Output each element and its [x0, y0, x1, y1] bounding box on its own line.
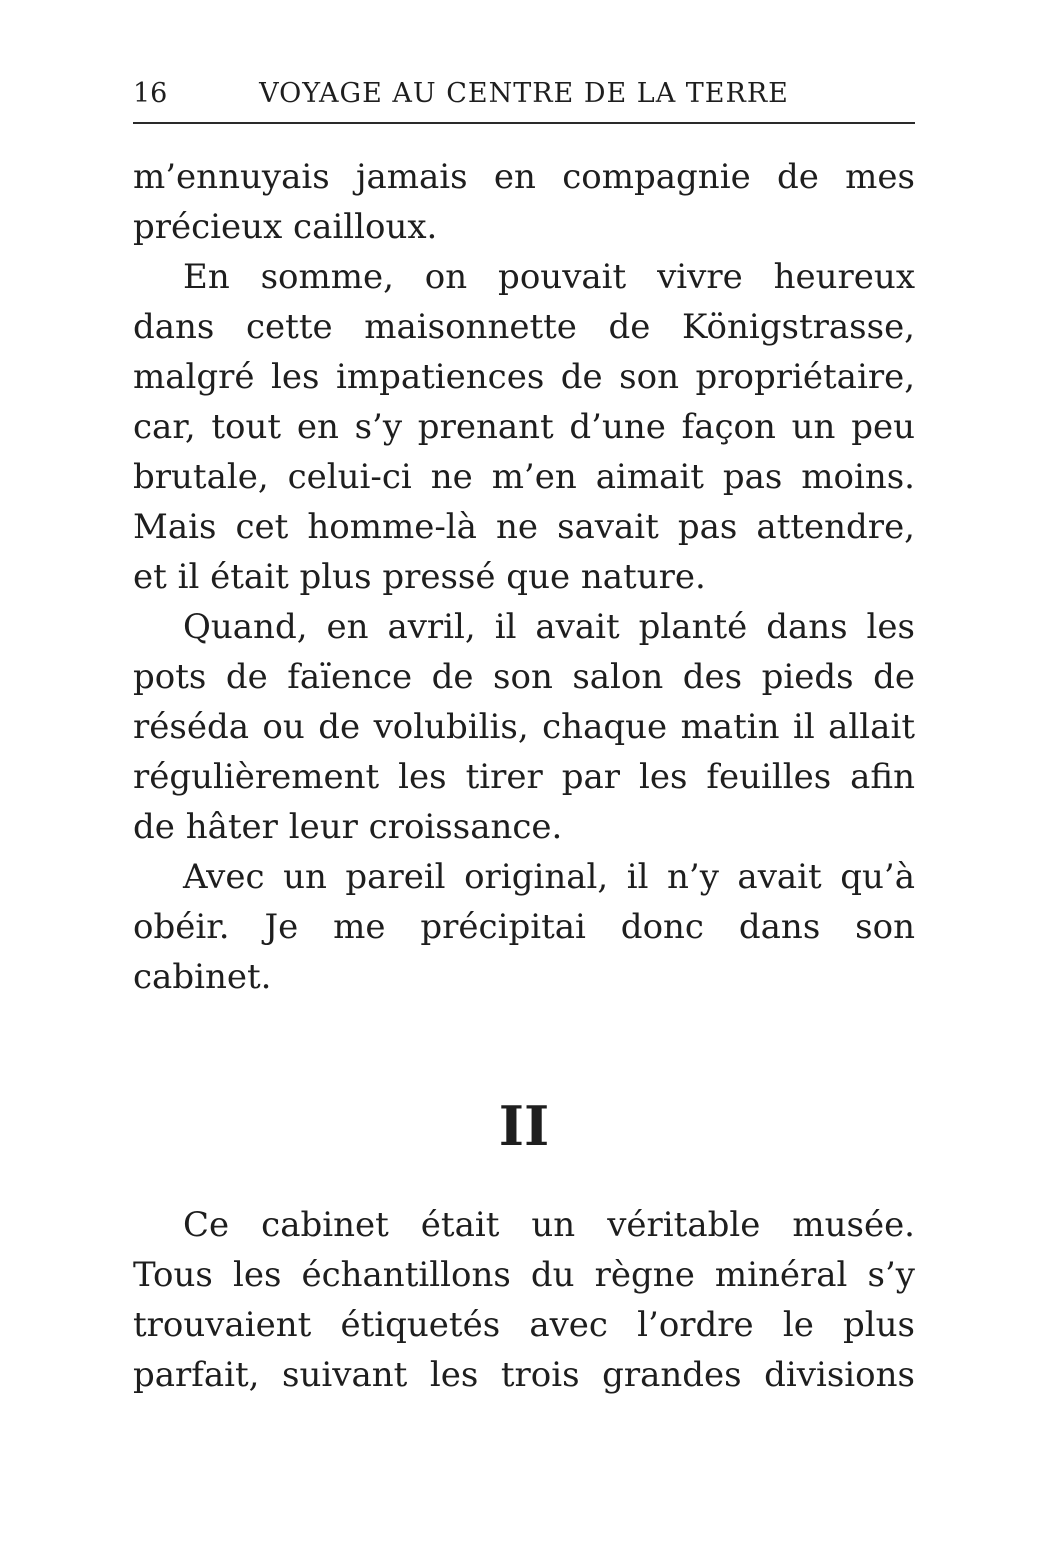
text-line: malgré les impatiences de son propriétaire,: [133, 357, 915, 397]
text-line: Ce cabinet était un véritable musée.: [183, 1205, 915, 1245]
text-line: trouvaient étiquetés avec l’ordre le plus: [133, 1305, 915, 1345]
text-line: obéir. Je me précipitai donc dans son: [133, 907, 915, 947]
page-header: [133, 78, 915, 110]
page-number: 16: [133, 78, 168, 109]
text-line: pots de faïence de son salon des pieds de: [133, 657, 915, 697]
running-title: VOYAGE AU CENTRE DE LA TERRE: [259, 78, 789, 109]
text-line: Tous les échantillons du règne minéral s’y: [133, 1255, 915, 1295]
text-line: réséda ou de volubilis, chaque matin il allait: [133, 707, 915, 747]
text-line: car, tout en s’y prenant d’une façon un peu: [133, 407, 915, 447]
body-text-before-heading: [133, 152, 915, 1002]
chapter-heading: II: [498, 1094, 550, 1158]
text-line: et il était plus pressé que nature.: [133, 557, 706, 597]
body-text-after-heading: [133, 1200, 915, 1400]
text-line: Quand, en avril, il avait planté dans les: [183, 607, 915, 647]
text-line: parfait, suivant les trois grandes divisions: [133, 1355, 915, 1395]
text-line: m’ennuyais jamais en compagnie de mes: [133, 157, 915, 197]
text-line: de hâter leur croissance.: [133, 807, 563, 847]
text-line: précieux cailloux.: [133, 207, 438, 247]
text-line: régulièrement les tirer par les feuilles afin: [133, 757, 915, 797]
text-line: dans cette maisonnette de Königstrasse,: [133, 307, 915, 347]
text-line: Avec un pareil original, il n’y avait qu’à: [183, 857, 915, 897]
text-line: Mais cet homme-là ne savait pas attendre,: [133, 507, 915, 547]
text-line: En somme, on pouvait vivre heureux: [183, 257, 915, 297]
text-line: brutale, celui-ci ne m’en aimait pas moins.: [133, 457, 915, 497]
text-line: cabinet.: [133, 957, 272, 997]
header-rule: [133, 122, 915, 124]
